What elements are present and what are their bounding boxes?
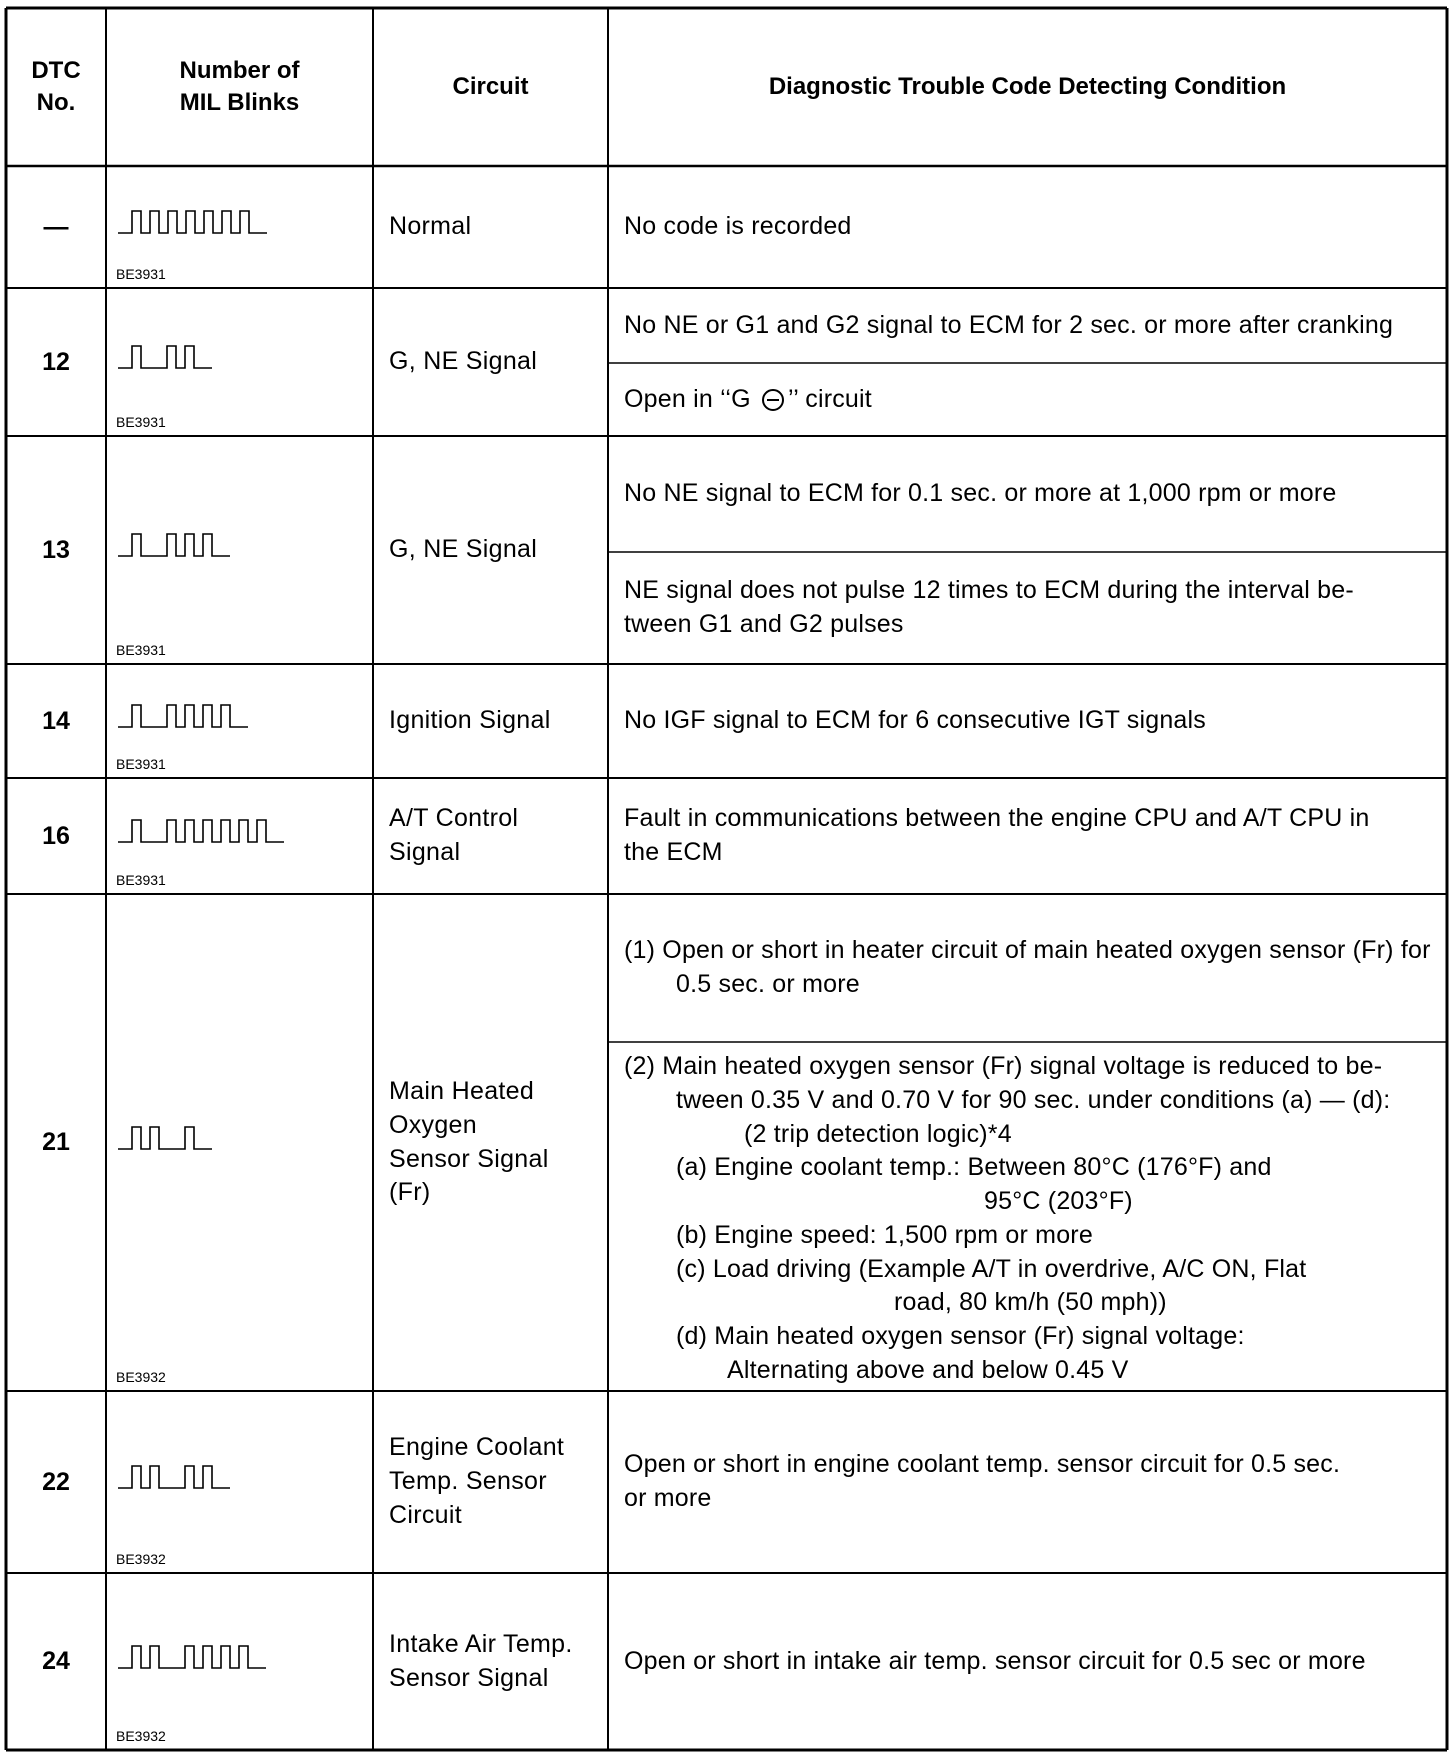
circuit-cell [373,778,608,894]
mil-blink-pattern [116,1638,356,1678]
dtc-number-cell [6,288,106,436]
mil-blink-pattern [116,812,356,852]
blink-cell [106,778,373,894]
condition-text: No code is recorded [624,212,852,241]
condition-text: NE signal does not pulse 12 times to ECM during the interval be- tween G1 and G2 pulses [624,576,1354,638]
circuit-cell [373,436,608,664]
dtc-number: 21 [42,1128,70,1156]
condition-text: No IGF signal to ECM for 6 consecutive IGT signals [624,706,1206,735]
blink-waveform [118,820,284,842]
condition-text: Open or short in intake air temp. sensor circuit for 0.5 sec or more [624,1646,1366,1675]
figure-code-label: BE3931 [116,266,166,282]
dtc-number: 14 [42,706,70,735]
circuit-cell [373,894,608,1391]
condition-cell [608,1391,1447,1573]
figure-code-label: BE3931 [116,642,166,658]
circuit-name: Normal [389,212,472,241]
blink-cell [106,1573,373,1750]
circuit-name: G, NE Signal [389,535,538,564]
dtc-number-cell [6,1573,106,1750]
figure-code-label: BE3932 [116,1369,166,1385]
condition-line: Alternating above and below 0.45 V [727,1355,1129,1384]
condition-cell [608,894,1447,1042]
header-blinks-label: Number of MIL Blinks [179,56,300,116]
condition-text: No NE or G1 and G2 signal to ECM for 2 sec. or more after cranking [624,310,1394,339]
mil-blink-pattern [116,697,356,737]
circuit-cell [373,288,608,436]
condition-line: (b) Engine speed: 1,500 rpm or more [676,1220,1093,1249]
condition-text: Open or short in engine coolant temp. sensor circuit for 0.5 sec. or more [624,1450,1341,1512]
header-condition [608,8,1447,166]
dtc-number-cell [6,778,106,894]
header-condition-label: Diagnostic Trouble Code Detecting Condition [768,72,1287,100]
figure-code-label: BE3931 [116,414,166,430]
circuit-cell [373,166,608,288]
circuit-name: Engine Coolant Temp. Sensor Circuit [389,1433,565,1529]
blink-waveform [118,534,230,556]
condition-cell [608,363,1447,436]
condition-line: (2 trip detection logic)*4 [744,1119,1012,1148]
mil-blink-pattern [116,526,356,566]
blink-waveform [118,211,267,233]
dtc-number-cell [6,166,106,288]
mil-blink-pattern [116,338,356,378]
dtc-number: 16 [42,821,70,850]
figure-code-label: BE3931 [116,872,166,888]
dtc-number-cell [6,894,106,1391]
condition-line: road, 80 km/h (50 mph)) [894,1288,1167,1317]
header-circuit-label: Circuit [452,72,529,100]
condition-cell [608,778,1447,894]
dtc-number: — [43,212,69,241]
mil-blink-pattern [116,203,356,243]
circuit-name: Main Heated Oxygen Sensor Signal (Fr) [389,1077,549,1207]
blink-cell [106,664,373,778]
circuit-name: Ignition Signal [389,706,551,735]
condition-text: No NE signal to ECM for 0.1 sec. or more at 1,000 rpm or more [624,479,1337,508]
figure-code-label: BE3931 [116,756,166,772]
condition-cell [608,552,1447,664]
condition-text: Open in ‘‘G ’’ circuit [624,384,872,413]
condition-line: 95°C (203°F) [984,1187,1133,1215]
circuit-name: Intake Air Temp. Sensor Signal [389,1629,573,1692]
condition-line: (d) Main heated oxygen sensor (Fr) signal voltage: [676,1322,1245,1350]
blink-cell [106,1391,373,1573]
circuit-name: A/T Control Signal [389,804,519,866]
blink-waveform [118,346,212,368]
blink-cell [106,436,373,664]
condition-cell [608,436,1447,552]
condition-cell [608,664,1447,778]
condition-text: Fault in communications between the engine CPU and A/T CPU in the ECM [624,804,1370,866]
condition-line: (c) Load driving (Example A/T in overdrive, A/C ON, Flat [676,1254,1307,1283]
blink-cell [106,894,373,1391]
header-dtc [6,8,106,166]
dtc-number: 13 [42,535,70,564]
blink-waveform [118,1646,266,1668]
circuit-name: G, NE Signal [389,347,538,376]
header-blinks [106,8,373,166]
blink-waveform [118,1466,230,1488]
circled-minus-icon [762,389,784,411]
mil-blink-pattern [116,1458,356,1498]
condition-cell [608,288,1447,363]
condition-cell [608,1573,1447,1750]
mil-blink-pattern [116,1119,356,1159]
blink-cell [106,166,373,288]
dtc-number: 22 [42,1467,70,1496]
dtc-number: 24 [42,1647,70,1675]
circuit-cell [373,1391,608,1573]
header-dtc-label: DTC No. [31,56,81,116]
blink-waveform [118,1127,212,1149]
dtc-number-cell [6,1391,106,1573]
header-circuit [373,8,608,166]
blink-waveform [118,705,248,727]
figure-code-label: BE3932 [116,1728,166,1744]
dtc-number-cell [6,664,106,778]
condition-cell [608,166,1447,288]
dtc-number-cell [6,436,106,664]
condition-line: (a) Engine coolant temp.: Between 80°C (176°F) and [676,1153,1272,1182]
circuit-cell [373,1573,608,1750]
condition-line: (2) Main heated oxygen sensor (Fr) signal voltage is reduced to be-tween 0.35 V and 0.70 V for 90 sec. under conditions (a) — (d): [624,1052,1391,1114]
condition-cell [608,1042,1447,1391]
figure-code-label: BE3932 [116,1551,166,1567]
blink-cell [106,288,373,436]
circuit-cell [373,664,608,778]
condition-text: (1) Open or short in heater circuit of main heated oxygen sensor (Fr) for 0.5 sec. or more [624,936,1431,998]
dtc-number: 12 [42,347,70,376]
